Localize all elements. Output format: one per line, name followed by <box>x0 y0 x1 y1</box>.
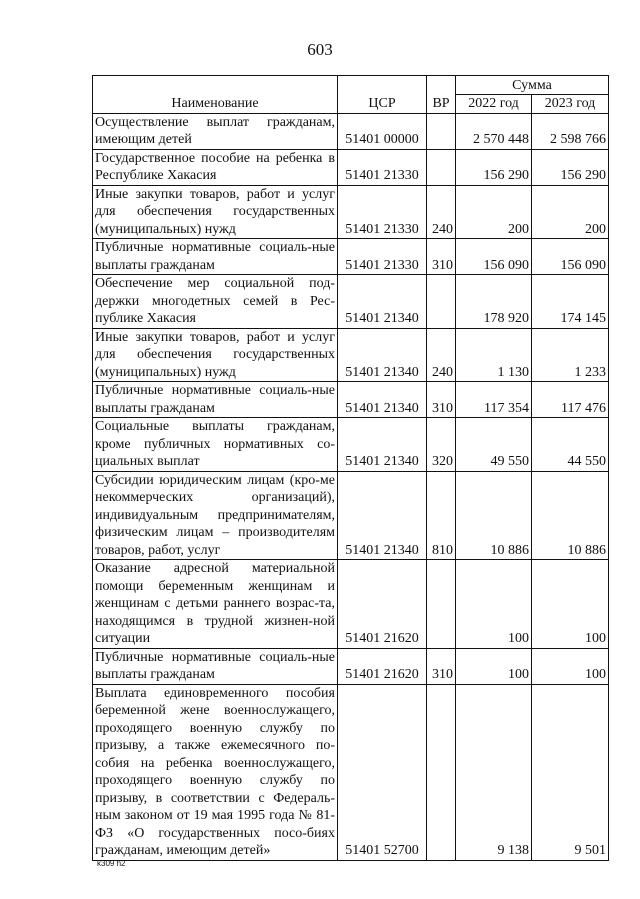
row-name-cell: Социальные выплаты гражданам, кроме публичных нормативных со-циальных выплат <box>93 418 338 472</box>
row-sum-2023-cell: 1 233 <box>532 328 609 382</box>
row-csr-cell: 51401 52700 <box>338 684 427 860</box>
row-name-cell: Иные закупки товаров, работ и услуг для обеспечения государственных (муниципальных) нужд <box>93 328 338 382</box>
row-sum-2022-cell: 200 <box>456 185 532 239</box>
row-csr-cell: 51401 21620 <box>338 648 427 684</box>
row-name-cell: Публичные нормативные социаль-ные выплаты гражданам <box>93 239 338 275</box>
row-sum-2022-cell: 2 570 448 <box>456 113 532 149</box>
row-name-cell: Обеспечение мер социальной под-держки многодетных семей в Рес-публике Хакасия <box>93 275 338 329</box>
table-row <box>93 275 609 329</box>
table-row <box>93 328 609 382</box>
row-sum-2023-cell: 156 290 <box>532 149 609 185</box>
row-sum-2022-cell: 178 920 <box>456 275 532 329</box>
row-sum-2022-cell: 49 550 <box>456 418 532 472</box>
row-name-cell: Публичные нормативные социаль-ные выплаты гражданам <box>93 648 338 684</box>
row-vr-cell <box>427 275 456 329</box>
row-csr-cell: 51401 21330 <box>338 239 427 275</box>
row-vr-cell <box>427 560 456 649</box>
table-row <box>93 684 609 860</box>
row-vr-cell <box>427 113 456 149</box>
row-csr-cell: 51401 21340 <box>338 418 427 472</box>
row-csr-cell: 51401 21340 <box>338 382 427 418</box>
row-vr-cell <box>427 684 456 860</box>
row-name-cell: Иные закупки товаров, работ и услуг для обеспечения государственных (муниципальных) нужд <box>93 185 338 239</box>
row-sum-2023-cell: 10 886 <box>532 471 609 560</box>
header-year-2023: 2023 год <box>532 95 609 114</box>
header-csr: ЦСР <box>338 76 427 114</box>
row-sum-2023-cell: 9 501 <box>532 684 609 860</box>
table-body <box>93 113 609 860</box>
row-csr-cell: 51401 21620 <box>338 560 427 649</box>
row-csr-cell: 51401 21340 <box>338 328 427 382</box>
row-csr-cell: 51401 21340 <box>338 471 427 560</box>
row-sum-2023-cell: 100 <box>532 560 609 649</box>
row-sum-2023-cell: 100 <box>532 648 609 684</box>
row-vr-cell: 810 <box>427 471 456 560</box>
header-vr: ВР <box>427 76 456 114</box>
row-sum-2023-cell: 156 090 <box>532 239 609 275</box>
row-vr-cell: 310 <box>427 648 456 684</box>
table-row <box>93 418 609 472</box>
row-vr-cell: 240 <box>427 328 456 382</box>
table-row <box>93 113 609 149</box>
row-name-cell: Публичные нормативные социаль-ные выплаты гражданам <box>93 382 338 418</box>
row-vr-cell: 240 <box>427 185 456 239</box>
row-sum-2022-cell: 100 <box>456 648 532 684</box>
row-sum-2023-cell: 2 598 766 <box>532 113 609 149</box>
footer-code: k309 h2 <box>97 859 126 868</box>
row-sum-2022-cell: 100 <box>456 560 532 649</box>
row-sum-2022-cell: 10 886 <box>456 471 532 560</box>
table-row <box>93 648 609 684</box>
row-csr-cell: 51401 21330 <box>338 185 427 239</box>
table-row <box>93 185 609 239</box>
row-sum-2023-cell: 117 476 <box>532 382 609 418</box>
table-row <box>93 149 609 185</box>
row-csr-cell: 51401 00000 <box>338 113 427 149</box>
row-sum-2023-cell: 174 145 <box>532 275 609 329</box>
header-name: Наименование <box>93 76 338 114</box>
row-sum-2022-cell: 156 290 <box>456 149 532 185</box>
row-sum-2022-cell: 9 138 <box>456 684 532 860</box>
header-year-2022: 2022 год <box>456 95 532 114</box>
row-sum-2022-cell: 1 130 <box>456 328 532 382</box>
row-csr-cell: 51401 21330 <box>338 149 427 185</box>
table-header <box>93 76 609 114</box>
row-sum-2023-cell: 44 550 <box>532 418 609 472</box>
row-name-cell: Осуществление выплат гражданам, имеющим детей <box>93 113 338 149</box>
header-sum: Сумма <box>456 76 609 95</box>
page-number: 603 <box>307 40 333 59</box>
table-row <box>93 239 609 275</box>
row-name-cell: Государственное пособие на ребенка в Республике Хакасия <box>93 149 338 185</box>
row-name-cell: Оказание адресной материальной помощи беременным женщинам и женщинам с детьми раннего возрас-та, находящимся в трудной жизнен-ной ситуации <box>93 560 338 649</box>
row-name-cell: Выплата единовременного пособия беременной жене военнослужащего, проходящего военную службу по призыву, а также ежемесячного по-собия на ребенка военнослужащего, проходящего военную службу по призыву, в соответствии с Федераль-ным законом от 19 мая 1995 года № 81-ФЗ «О государственных посо-биях гражданам, имеющим детей» <box>93 684 338 860</box>
row-sum-2022-cell: 117 354 <box>456 382 532 418</box>
row-vr-cell: 320 <box>427 418 456 472</box>
row-vr-cell <box>427 149 456 185</box>
table-row <box>93 471 609 560</box>
table-row <box>93 382 609 418</box>
table-row <box>93 560 609 649</box>
budget-table <box>92 75 609 861</box>
row-sum-2022-cell: 156 090 <box>456 239 532 275</box>
row-name-cell: Субсидии юридическим лицам (кро-ме некоммерческих организаций), индивидуальным предпринимателям, физическим лицам – производителям товаров, работ, услуг <box>93 471 338 560</box>
row-sum-2023-cell: 200 <box>532 185 609 239</box>
row-csr-cell: 51401 21340 <box>338 275 427 329</box>
row-vr-cell: 310 <box>427 382 456 418</box>
row-vr-cell: 310 <box>427 239 456 275</box>
